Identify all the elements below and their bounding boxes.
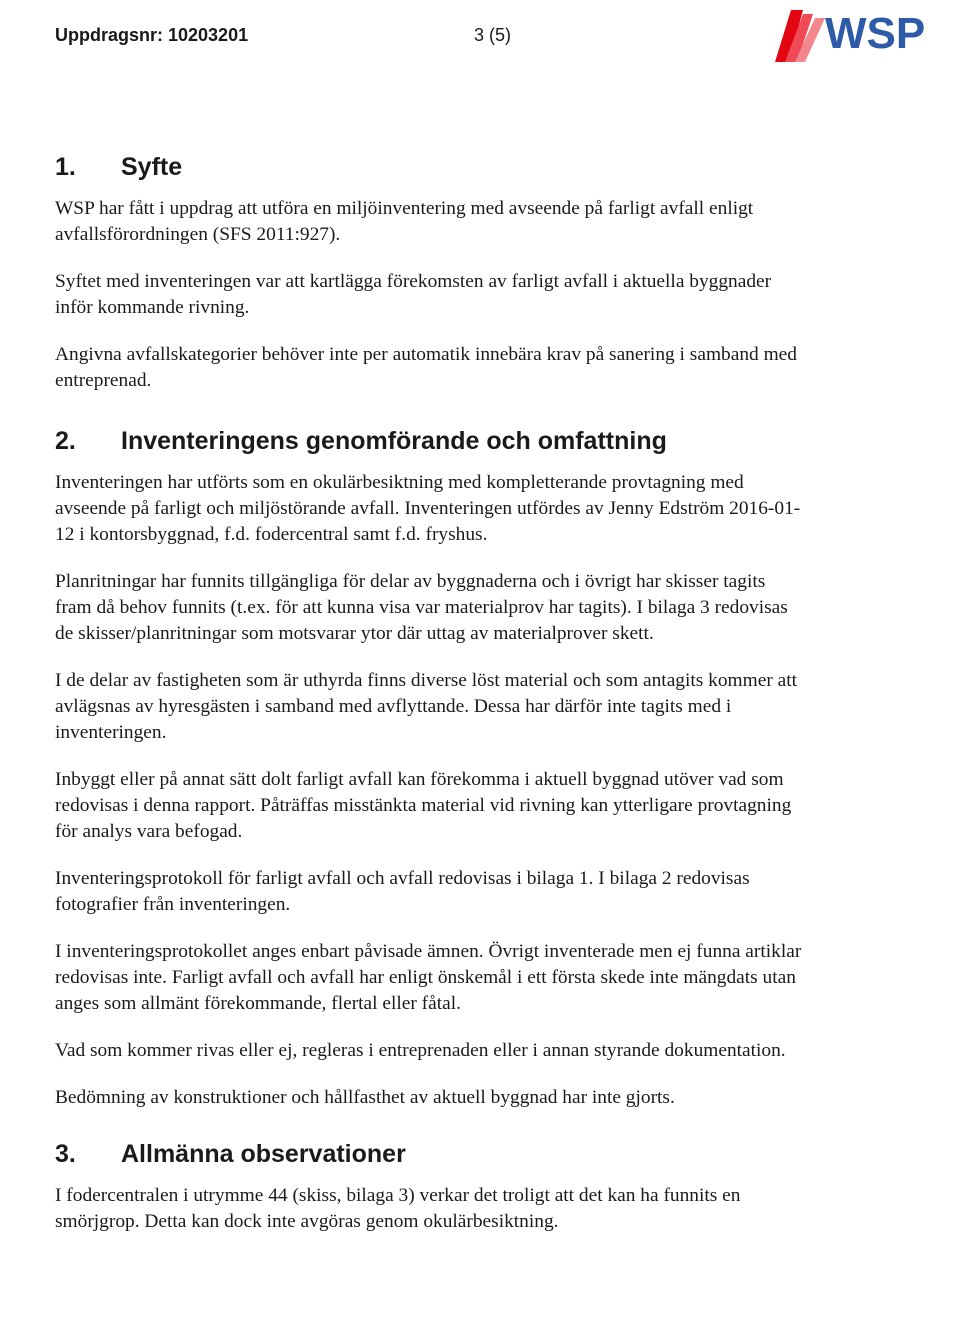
section-heading <box>55 424 805 458</box>
section-title: Inventeringens genomförande och omfattning <box>121 427 667 455</box>
paragraph: Bedömning av konstruktioner och hållfasthet av aktuell byggnad har inte gjorts. <box>55 1087 675 1108</box>
section-number: 2. <box>55 427 76 455</box>
paragraph: Planritningar har funnits tillgängliga för delar av byggnaderna och i övrigt har skisser tagits fram då behov funnits (t.ex. för att kunna visa var materialprov har tagits). I bilaga 3 redovisas de skisser/planritningar som motsvarar ytor där uttag av materialprover skett. <box>55 571 788 644</box>
paragraph: I inventeringsprotokollet anges enbart påvisade ämnen. Övrigt inventerade men ej funna artiklar redovisas inte. Farligt avfall och avfall har enligt önskemål i ett första skede inte mängdats utan anges som allmänt förekommande, flertal eller fåtal. <box>55 941 802 1014</box>
paragraph: Inbyggt eller på annat sätt dolt farligt avfall kan förekomma i aktuell byggnad utöver vad som redovisas i denna rapport. Påträffas misstänkta material vid rivning kan ytterligare provtagning för analys vara befogad. <box>55 769 792 842</box>
section-number: 1. <box>55 153 76 181</box>
paragraph: Inventeringen har utförts som en okulärbesiktning med kompletterande provtagning med avseende på farligt och miljöstörande avfall. Inventeringen utfördes av Jenny Edström 2016-01-12 i kontorsbyggnad, f.d. fodercentral samt f.d. fryshus. <box>55 472 801 545</box>
page-number: 3 (5) <box>474 25 512 45</box>
section-heading <box>55 150 805 184</box>
section-title: Syfte <box>121 153 183 181</box>
paragraph: Angivna avfallskategorier behöver inte per automatik innebära krav på sanering i samband med entreprenad. <box>55 344 797 391</box>
wsp-logo <box>773 4 960 64</box>
section-number: 3. <box>55 1140 76 1168</box>
paragraph: WSP har fått i uppdrag att utföra en miljöinventering med avseende på farligt avfall enligt avfallsförordningen (SFS 2011:927). <box>55 198 754 245</box>
assignment-number: Uppdragsnr: 10203201 <box>55 25 249 45</box>
paragraph: Inventeringsprotokoll för farligt avfall och avfall redovisas i bilaga 1. I bilaga 2 redovisas fotografier från inventeringen. <box>55 868 750 915</box>
section-observations <box>55 1137 805 1235</box>
page-header <box>55 9 935 62</box>
paragraph: I fodercentralen i utrymme 44 (skiss, bilaga 3) verkar det troligt att det kan ha funnits en smörjgrop. Detta kan dock inte avgöras genom okulärbesiktning. <box>55 1185 741 1232</box>
section-purpose <box>55 150 805 394</box>
section-title: Allmänna observationer <box>121 1140 406 1168</box>
paragraph: Syftet med inventeringen var att kartlägga förekomsten av farligt avfall i aktuella byggnader inför kommande rivning. <box>55 271 772 318</box>
section-heading <box>55 1137 805 1171</box>
document-body <box>55 150 805 1256</box>
section-execution <box>55 424 805 1111</box>
paragraph: Vad som kommer rivas eller ej, regleras i entreprenaden eller i annan styrande dokumentation. <box>55 1040 786 1061</box>
logo-text: WSP <box>825 9 926 58</box>
paragraph: I de delar av fastigheten som är uthyrda finns diverse löst material och som antagits kommer att avlägsnas av hyresgästen i samband med avflyttande. Dessa har därför inte tagits med i inventeringen. <box>55 670 798 743</box>
